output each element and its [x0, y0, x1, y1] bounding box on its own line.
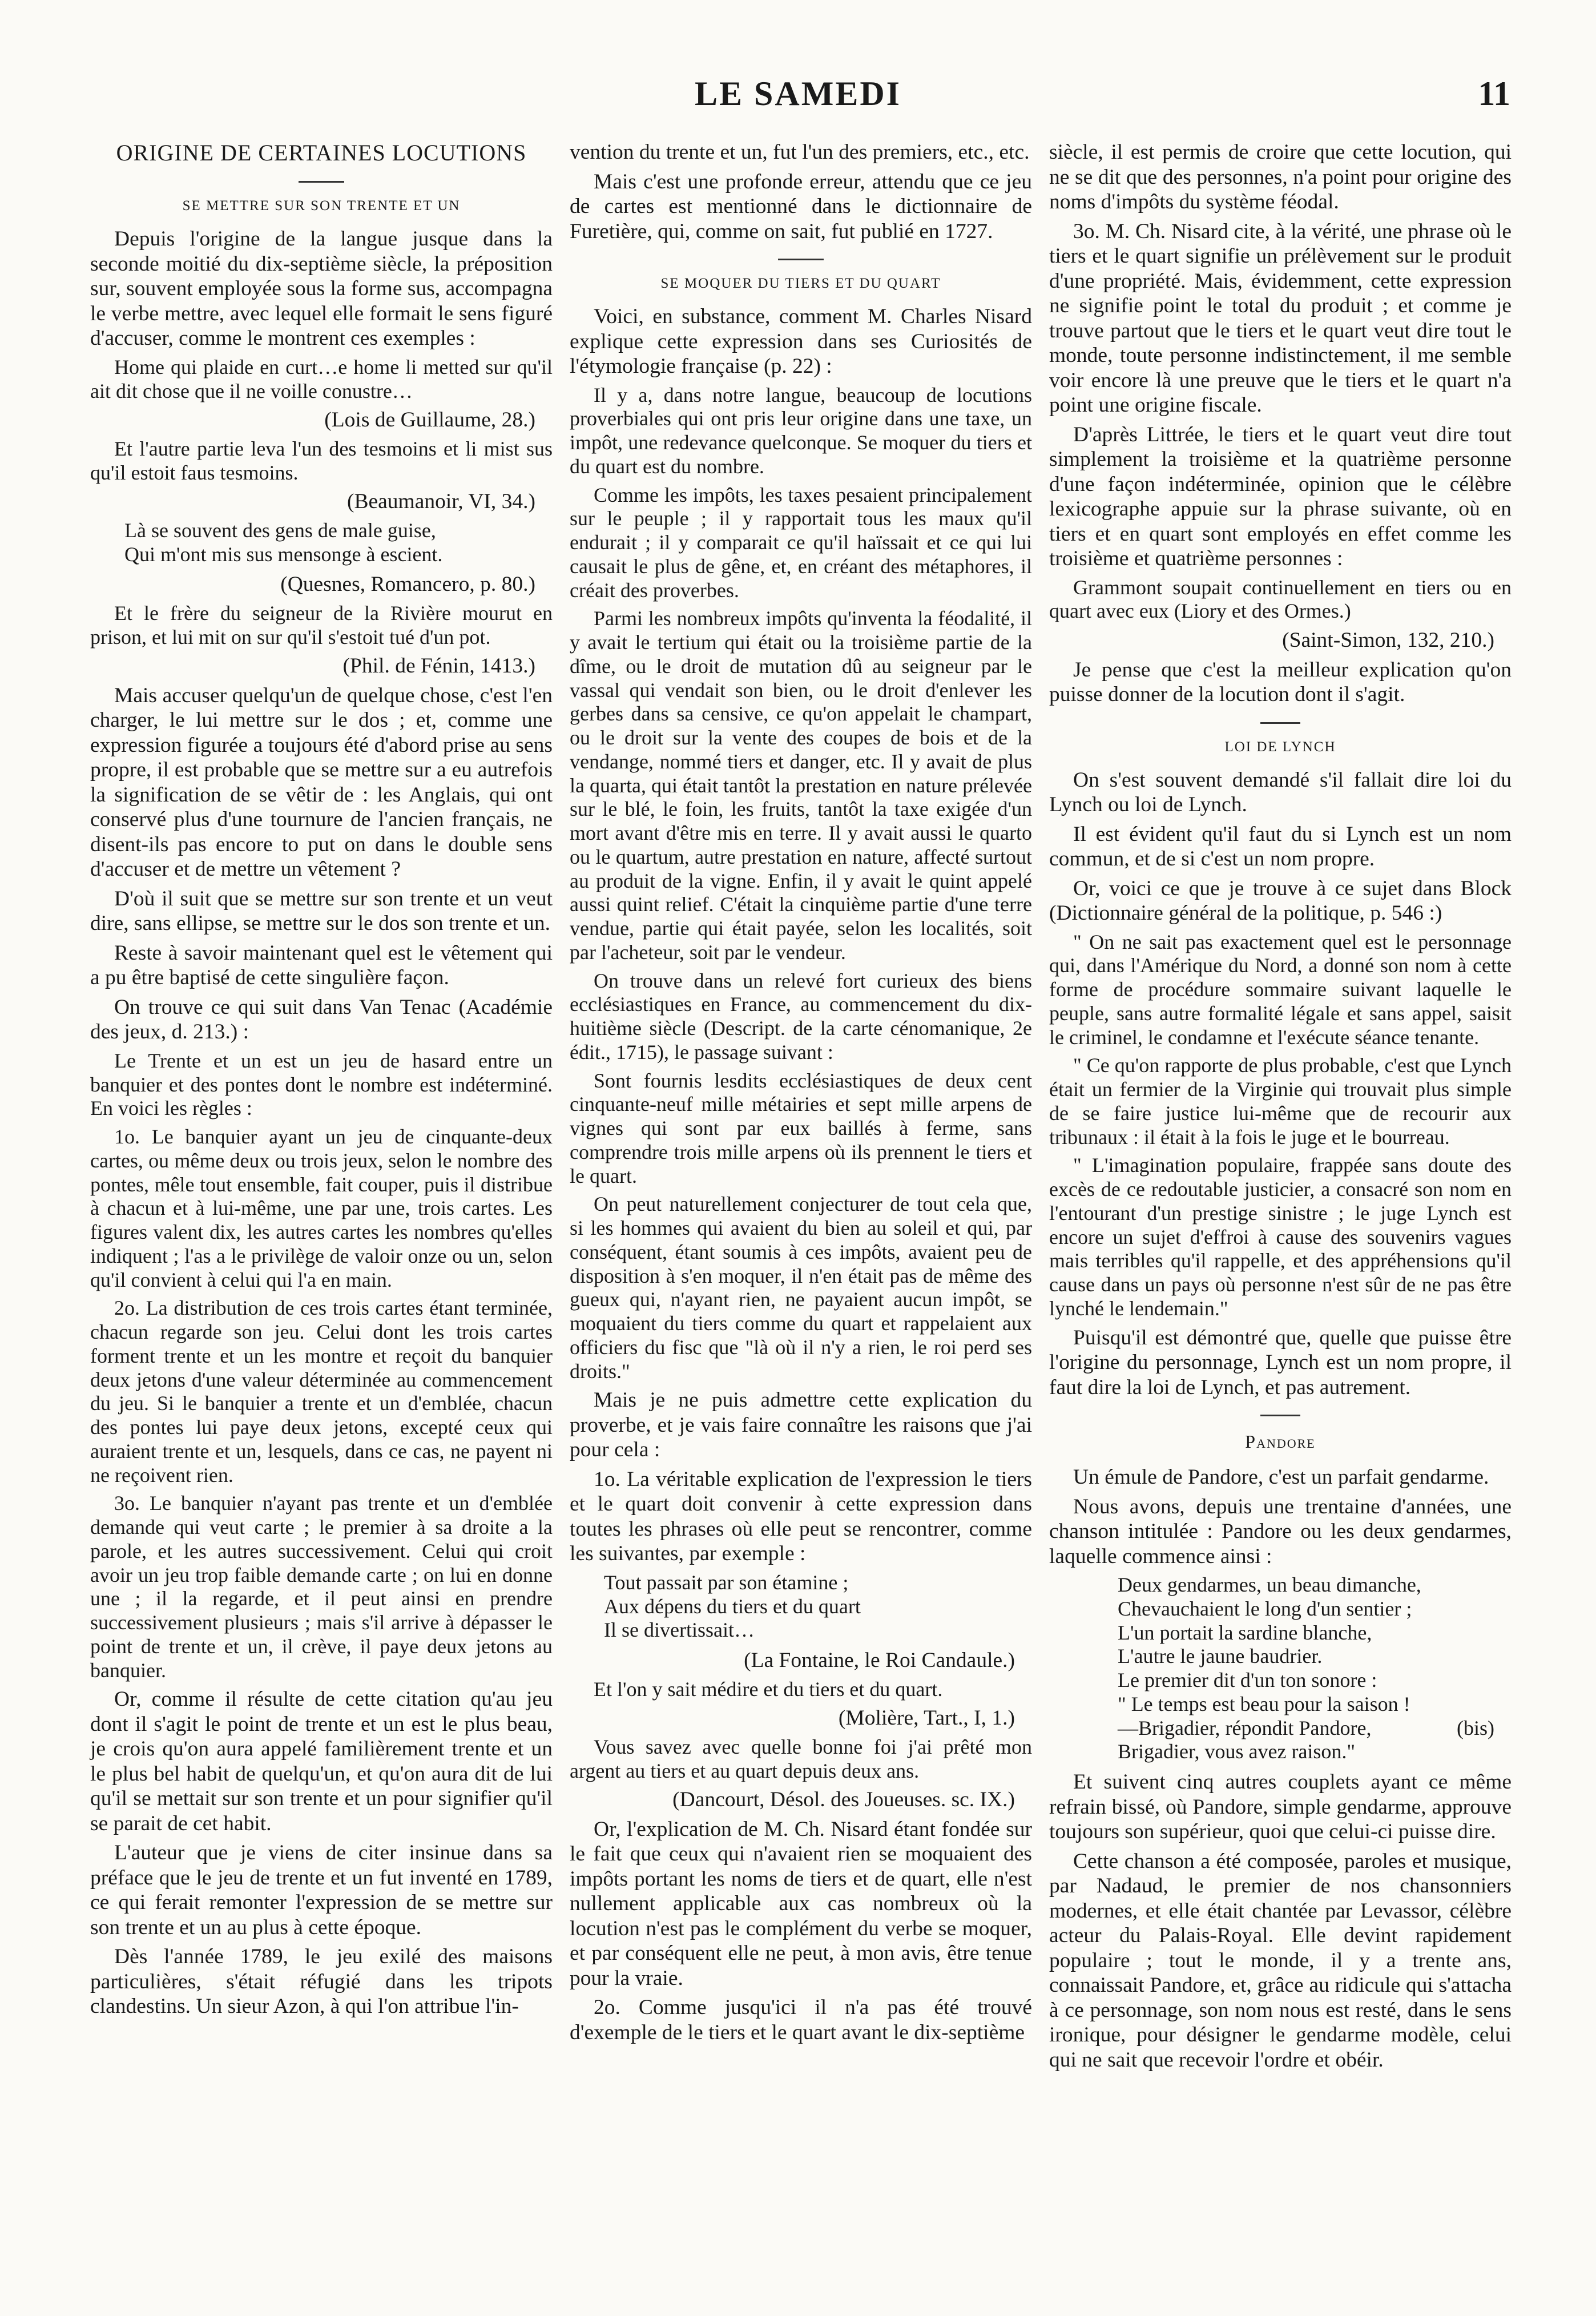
quotation: Sont fournis lesdits ecclésiastiques de deux cent cinquante-neuf mille métairies et sept mille arpens de vignes qui sont par eux baillés à ferme, sans comprendre trois mille arpens où ils prennent le tiers et le quart. — [570, 1069, 1032, 1187]
quotation: On peut naturellement conjecturer de tout cela que, si les hommes qui avaient du bien au soleil et qui, par conséquent, étant soumis à ces impôts, avaient peu de disposition à s'en moquer, il n'en était pas de même des gueux qui, n'ayant rien, ne payaient aucun impôt, se moquaient du tiers comme du quart et rappelaient aux officiers du fisc que "là où il n'y a rien, le roi perd ses droits." — [570, 1193, 1032, 1383]
quotation: Comme les impôts, les taxes pesaient principalement sur le peuple ; il y rapportait tous les maux qu'il endurait ; il y comparait ce qu'il haïssait et ce qui lui causait le plus de gêne, et, en créant des métaphores, il créait des proverbes. — [570, 483, 1032, 602]
paragraph: 3o. M. Ch. Nisard cite, à la vérité, une phrase où le tiers et le quart signifie un prélèvement sur le produit d'une propriété. Mais, évidemment, cette expression ne signifie point le total du produit ; et comme je trouve partout que le tiers et le quart veut dire tout le monde, toute personne indistinctement, il me semble voir encore là une preuve que le tiers et le quart n'a point une origine fiscale. — [1049, 219, 1512, 417]
section-heading-pandore: Pandore — [1245, 1431, 1316, 1452]
bis-marker: (bis) — [1457, 1716, 1494, 1739]
paragraph: Puisqu'il est démontré que, quelle que puisse être l'origine du personnage, Lynch est un nom propre, il faut dire la loi de Lynch, et pas autrement. — [1049, 1326, 1512, 1399]
citation-source: (Beaumanoir, VI, 34.) — [346, 490, 535, 514]
verse-line: " Le temps est beau pour la saison ! — [1118, 1692, 1410, 1715]
quotation: Home qui plaide en curt…e home li metted sur qu'il ait dit chose que il ne voille conustre… — [90, 355, 553, 402]
verse-line: Chevauchaient le long d'un sentier ; — [1118, 1597, 1412, 1620]
paragraph: Je pense que c'est la meilleur explication qu'on puisse donner de la locution dont il s'agit. — [1049, 658, 1512, 706]
citation-source: (Molière, Tart., I, 1.) — [838, 1706, 1015, 1730]
paragraph: D'où il suit que se mettre sur son trente et un veut dire, sans ellipse, se mettre sur le dos son trente et un. — [90, 887, 553, 936]
verse-line: Tout passait par son étamine ; — [604, 1570, 849, 1594]
verse-line: L'autre le jaune baudrier. — [1118, 1645, 1323, 1668]
paragraph: On s'est souvent demandé s'il fallait dire loi du Lynch ou loi de Lynch. — [1049, 768, 1512, 816]
paragraph: Et suivent cinq autres couplets ayant ce même refrain bissé, où Pandore, simple gendarme, approuve toujours son supérieur, quoi que celui-ci puisse dire. — [1049, 1770, 1512, 1844]
quotation: 3o. Le banquier n'ayant pas trente et un d'emblée demande qui veut carte ; le premier à sa droite a la parole, et les autres successivement. Celui qui croit avoir un jeu trop faible demande carte ; on lui en donne une ; il la regarde, et il peut ainsi en prendre successivement plusieurs ; mais s'il arrive à dépasser le point de trente et un, il crève, il paye deux jetons au banquier. — [90, 1492, 553, 1682]
verse-line: Deux gendarmes, un beau dimanche, — [1118, 1573, 1421, 1597]
paragraph: vention du trente et un, fut l'un des premiers, etc., etc. — [570, 140, 1030, 164]
divider — [778, 259, 824, 260]
newspaper-title: LE SAMEDI — [694, 75, 902, 112]
quotation: 1o. Le banquier ayant un jeu de cinquante-deux cartes, ou même deux ou trois jeux, selon le nombre des pontes, mêle tout ensemble, fait couper, puis il distribue à chacun et à lui-même, une par une, trois cartes. Les figures valent dix, les autres cartes les nombres qu'elles indiquent ; l'as a le privilège de valoir onze ou un, selon qu'il convient à celui qui l'a en main. — [90, 1125, 553, 1291]
verse-line: Aux dépens du tiers et du quart — [604, 1594, 861, 1618]
quotation: 2o. La distribution de ces trois cartes étant terminée, chacun regarde son jeu. Celui dont les trois cartes forment trente et un les montre et reçoit du banquier deux jetons d'une valeur déterminée au commencement du jeu. Si le banquier a trente et un d'emblée, chacun des pontes lui paye deux jetons, excepté ceux qui auraient trente et un, lesquels, dans ce cas, ne payent ni ne reçoivent rien. — [90, 1296, 553, 1487]
quotation: Et l'on y sait médire et du tiers et du quart. — [594, 1677, 943, 1701]
quotation: Le Trente et un est un jeu de hasard entre un banquier et des pontes dont le nombre est indéterminé. En voici les règles : — [90, 1049, 553, 1120]
article-title: ORIGINE DE CERTAINES LOCUTIONS — [116, 140, 527, 166]
paragraph: siècle, il est permis de croire que cette locution, qui ne se dit que des personnes, n'a point pour origine des noms d'impôts du système féodal. — [1049, 140, 1512, 214]
verse-line: L'un portait la sardine blanche, — [1118, 1621, 1372, 1644]
column-2 — [570, 140, 1032, 2049]
paragraph: Nous avons, depuis une trentaine d'années, une chanson intitulée : Pandore ou les deux gendarmes, laquelle commence ainsi : — [1049, 1495, 1512, 1568]
paragraph: Or, comme il résulte de cette citation qu'au jeu dont il s'agit le point de trente et un est le plus beau, je crois qu'on aura appelé familièrement trente et un le plus bel habit de quelqu'un, et qu'on aura dit de lui qu'il se mettait sur son trente et un pour signifier qu'il se parait de cet habit. — [90, 1687, 553, 1835]
paragraph: Depuis l'origine de la langue jusque dans la seconde moitié du dix-septième siècle, la préposition sur, souvent employée sous la forme sus, accompagna le verbe mettre, avec lequel elle formait le sens figuré d'accuser, comme le montrent ces exemples : — [90, 227, 553, 351]
paragraph: Mais c'est une profonde erreur, attendu que ce jeu de cartes est mentionné dans le dictionnaire de Furetière, qui, comme on sait, fut publié en 1727. — [570, 170, 1032, 243]
divider — [1260, 1415, 1300, 1416]
verse-line: Il se divertissait… — [604, 1618, 755, 1642]
paragraph: D'après Littrée, le tiers et le quart veut dire tout simplement la troisième et la quatrième personne d'une façon indéterminée, opinion que le célèbre lexicographe appuie sur la phrase suivante, où en tiers et en quart sont employés en effet comme les troisième et quatrième personnes : — [1049, 422, 1512, 570]
paragraph: Dès l'année 1789, le jeu exilé des maisons particulières, s'était réfugié dans les tripots clandestins. Un sieur Azon, à qui l'on attribue l'in- — [90, 1945, 553, 2019]
section-heading-tiers-et-quart: SE MOQUER DU TIERS ET DU QUART — [660, 276, 941, 291]
citation-source: (Quesnes, Romancero, p. 80.) — [280, 573, 535, 597]
quotation: Grammont soupait continuellement en tiers ou en quart avec eux (Liory et des Ormes.) — [1049, 575, 1512, 623]
paragraph: L'auteur que je viens de citer insinue dans sa préface que le jeu de trente et un fut inventé en 1789, ce qui ferait remonter l'expression de se mettre sur son trente et un au plus à cette époque. — [90, 1841, 553, 1939]
verse-line: Là se souvent des gens de male guise, — [124, 518, 436, 542]
citation-source: (Lois de Guillaume, 28.) — [324, 408, 535, 432]
divider — [299, 181, 344, 183]
verse-line: Le premier dit d'un ton sonore : — [1118, 1669, 1377, 1692]
quotation: " L'imagination populaire, frappée sans doute des excès de ce redoutable justicier, a consacré son nom en l'entourant d'un prestige sinistre ; le juge Lynch est encore un sujet d'effroi à cause des souvenirs vagues mais terribles qu'il rappelle, et des appréhensions qu'il cause dans un pays où personne n'est sûr de ne pas être lynché le lendemain." — [1049, 1154, 1512, 1320]
paragraph: Mais je ne puis admettre cette explication du proverbe, et je vais faire connaître les raisons que j'ai pour cela : — [570, 1388, 1032, 1462]
paragraph: Or, l'explication de M. Ch. Nisard étant fondée sur le fait que ceux qui n'avaient rien se moquaient des impôts portant les noms de tiers et de quart, elle n'est nullement applicable aux cas nombreux où la locution n'est pas le complément du verbe se moquer, et par conséquent elle ne peut, à mon avis, être tenue pour la vraie. — [570, 1817, 1032, 1990]
quotation: Et l'autre partie leva l'un des tesmoins et li mist sus qu'il estoit faus tesmoins. — [90, 437, 553, 484]
paragraph: On trouve ce qui suit dans Van Tenac (Académie des jeux, d. 213.) : — [90, 995, 553, 1044]
verse-line — [1049, 1717, 1512, 1741]
paragraph: 2o. Comme jusqu'ici il n'a pas été trouvé d'exemple de le tiers et le quart avant le dix-septième — [570, 1996, 1032, 2044]
paragraph: 1o. La véritable explication de l'expression le tiers et le quart doit convenir à cette expression dans toutes les phrases où elle peut se rencontrer, comme les suivantes, par exemple : — [570, 1467, 1032, 1566]
paragraph: Reste à savoir maintenant quel est le vêtement qui a pu être baptisé de cette singulière façon. — [90, 941, 553, 990]
paragraph: Il est évident qu'il faut du si Lynch est un nom commun, et de si c'est un nom propre. — [1049, 822, 1512, 871]
quotation: Vous savez avec quelle bonne foi j'ai prêté mon argent au tiers et au quart depuis deux ans. — [570, 1735, 1032, 1782]
section-heading-loi-de-lynch: LOI DE LYNCH — [1224, 739, 1336, 755]
quotation: Il y a, dans notre langue, beaucoup de locutions proverbiales qui ont pris leur origine dans une taxe, un impôt, une redevance quelconque. Se moquer du tiers et du quart est du nombre. — [570, 383, 1032, 478]
masthead — [86, 74, 1510, 120]
quotation: On trouve dans un relevé fort curieux des biens ecclésiastiques en France, au commencement du dix-huitième siècle (Descript. de la carte cénomanique, 2e édit., 1715), le passage suivant : — [570, 969, 1032, 1064]
paragraph: Cette chanson a été composée, paroles et musique, par Nadaud, le premier de nos chansonniers modernes, et elle était chantée par Levassor, célèbre acteur du Palais-Royal. Elle devint rapidement populaire ; tout le monde, il y a trente ans, connaissait Pandore, et, grâce au ridicule qui s'attacha à ce personnage, son nom nous est resté, dans le sens ironique, pour désigner le gendarme modèle, celui qui ne sait que recevoir l'ordre et obéir. — [1049, 1849, 1512, 2072]
citation-source: (Phil. de Fénin, 1413.) — [342, 654, 535, 678]
divider — [1260, 722, 1300, 724]
citation-source: (La Fontaine, le Roi Candaule.) — [744, 1649, 1015, 1672]
paragraph: Or, voici ce que je trouve à ce sujet dans Block (Dictionnaire général de la politique, p. 546 :) — [1049, 876, 1512, 925]
verse-line: Qui m'ont mis sus mensonge à escient. — [124, 542, 443, 566]
quotation: Parmi les nombreux impôts qu'inventa la féodalité, il y avait le tertium qui était ou la troisième partie de la dîme, ou le droit de mutation dû au seigneur par le vassal qui vendait son bien, ou le droit d'enlever les gerbes dans sa censive, ce qu'on appelait le champart, ou le droit sur la vente des coupes de bois et de la vendange, nommé tiers et danger, etc. Il y avait de plus la quarta, qui était tantôt la prestation en nature prélevée sur le blé, le foin, les fruits, tantôt la taxe exigée d'un mort avant d'être mis en terre. Il y avait aussi le quarto ou le quartum, autre prestation en nature, affecté surtout au produit de la vigne. Enfin, il y avait le quint appelé aussi quint relief. C'était la cinquième partie d'une terre vendue, partie qui était payée, selon les localités, soit par l'acheteur, soit par le vendeur. — [570, 607, 1032, 964]
paragraph: Un émule de Pandore, c'est un parfait gendarme. — [1073, 1465, 1489, 1489]
citation-source: (Dancourt, Désol. des Joueuses. sc. IX.) — [672, 1788, 1015, 1812]
paragraph: Voici, en substance, comment M. Charles Nisard explique cette expression dans ses Curiosités de l'étymologie française (p. 22) : — [570, 305, 1032, 378]
column-3 — [1049, 140, 1512, 2077]
section-heading-trente-et-un: SE METTRE SUR SON TRENTE ET UN — [182, 198, 461, 214]
verse-line: Brigadier, vous avez raison." — [1118, 1740, 1356, 1763]
page-number: 11 — [1478, 75, 1510, 112]
quotation: Et le frère du seigneur de la Rivière mourut en prison, et lui mit on sur qu'il s'estoit tué d'un pot. — [90, 601, 553, 649]
paragraph: Mais accuser quelqu'un de quelque chose, c'est l'en charger, le lui mettre sur le dos ; et, comme une expression figurée a toujours été d'abord prise au sens propre, il est probable que se mettre sur a eu autrefois la signification de se vêtir de : les Anglais, qui ont conservé plus d'une tournure de l'ancien français, ne disent-ils pas encore to put on dans le double sens d'accuser et de mettre un vêtement ? — [90, 683, 553, 881]
quotation: " On ne sait pas exactement quel est le personnage qui, dans l'Amérique du Nord, a donné son nom à cette forme de procédure sommaire suivant laquelle le peuple, sans autre formalité légale et sans appel, saisit le criminel, le condamne et l'exécute séance tenante. — [1049, 930, 1512, 1049]
verse-text: —Brigadier, répondit Pandore, — [1118, 1716, 1372, 1739]
citation-source: (Saint-Simon, 132, 210.) — [1282, 629, 1494, 652]
column-1 — [90, 140, 553, 2024]
quotation: " Ce qu'on rapporte de plus probable, c'est que Lynch était un fermier de la Virginie qui trouvait plus simple de se faire justice lui-même que de recourir aux tribunaux : il était à la fois le juge et le bourreau. — [1049, 1054, 1512, 1149]
